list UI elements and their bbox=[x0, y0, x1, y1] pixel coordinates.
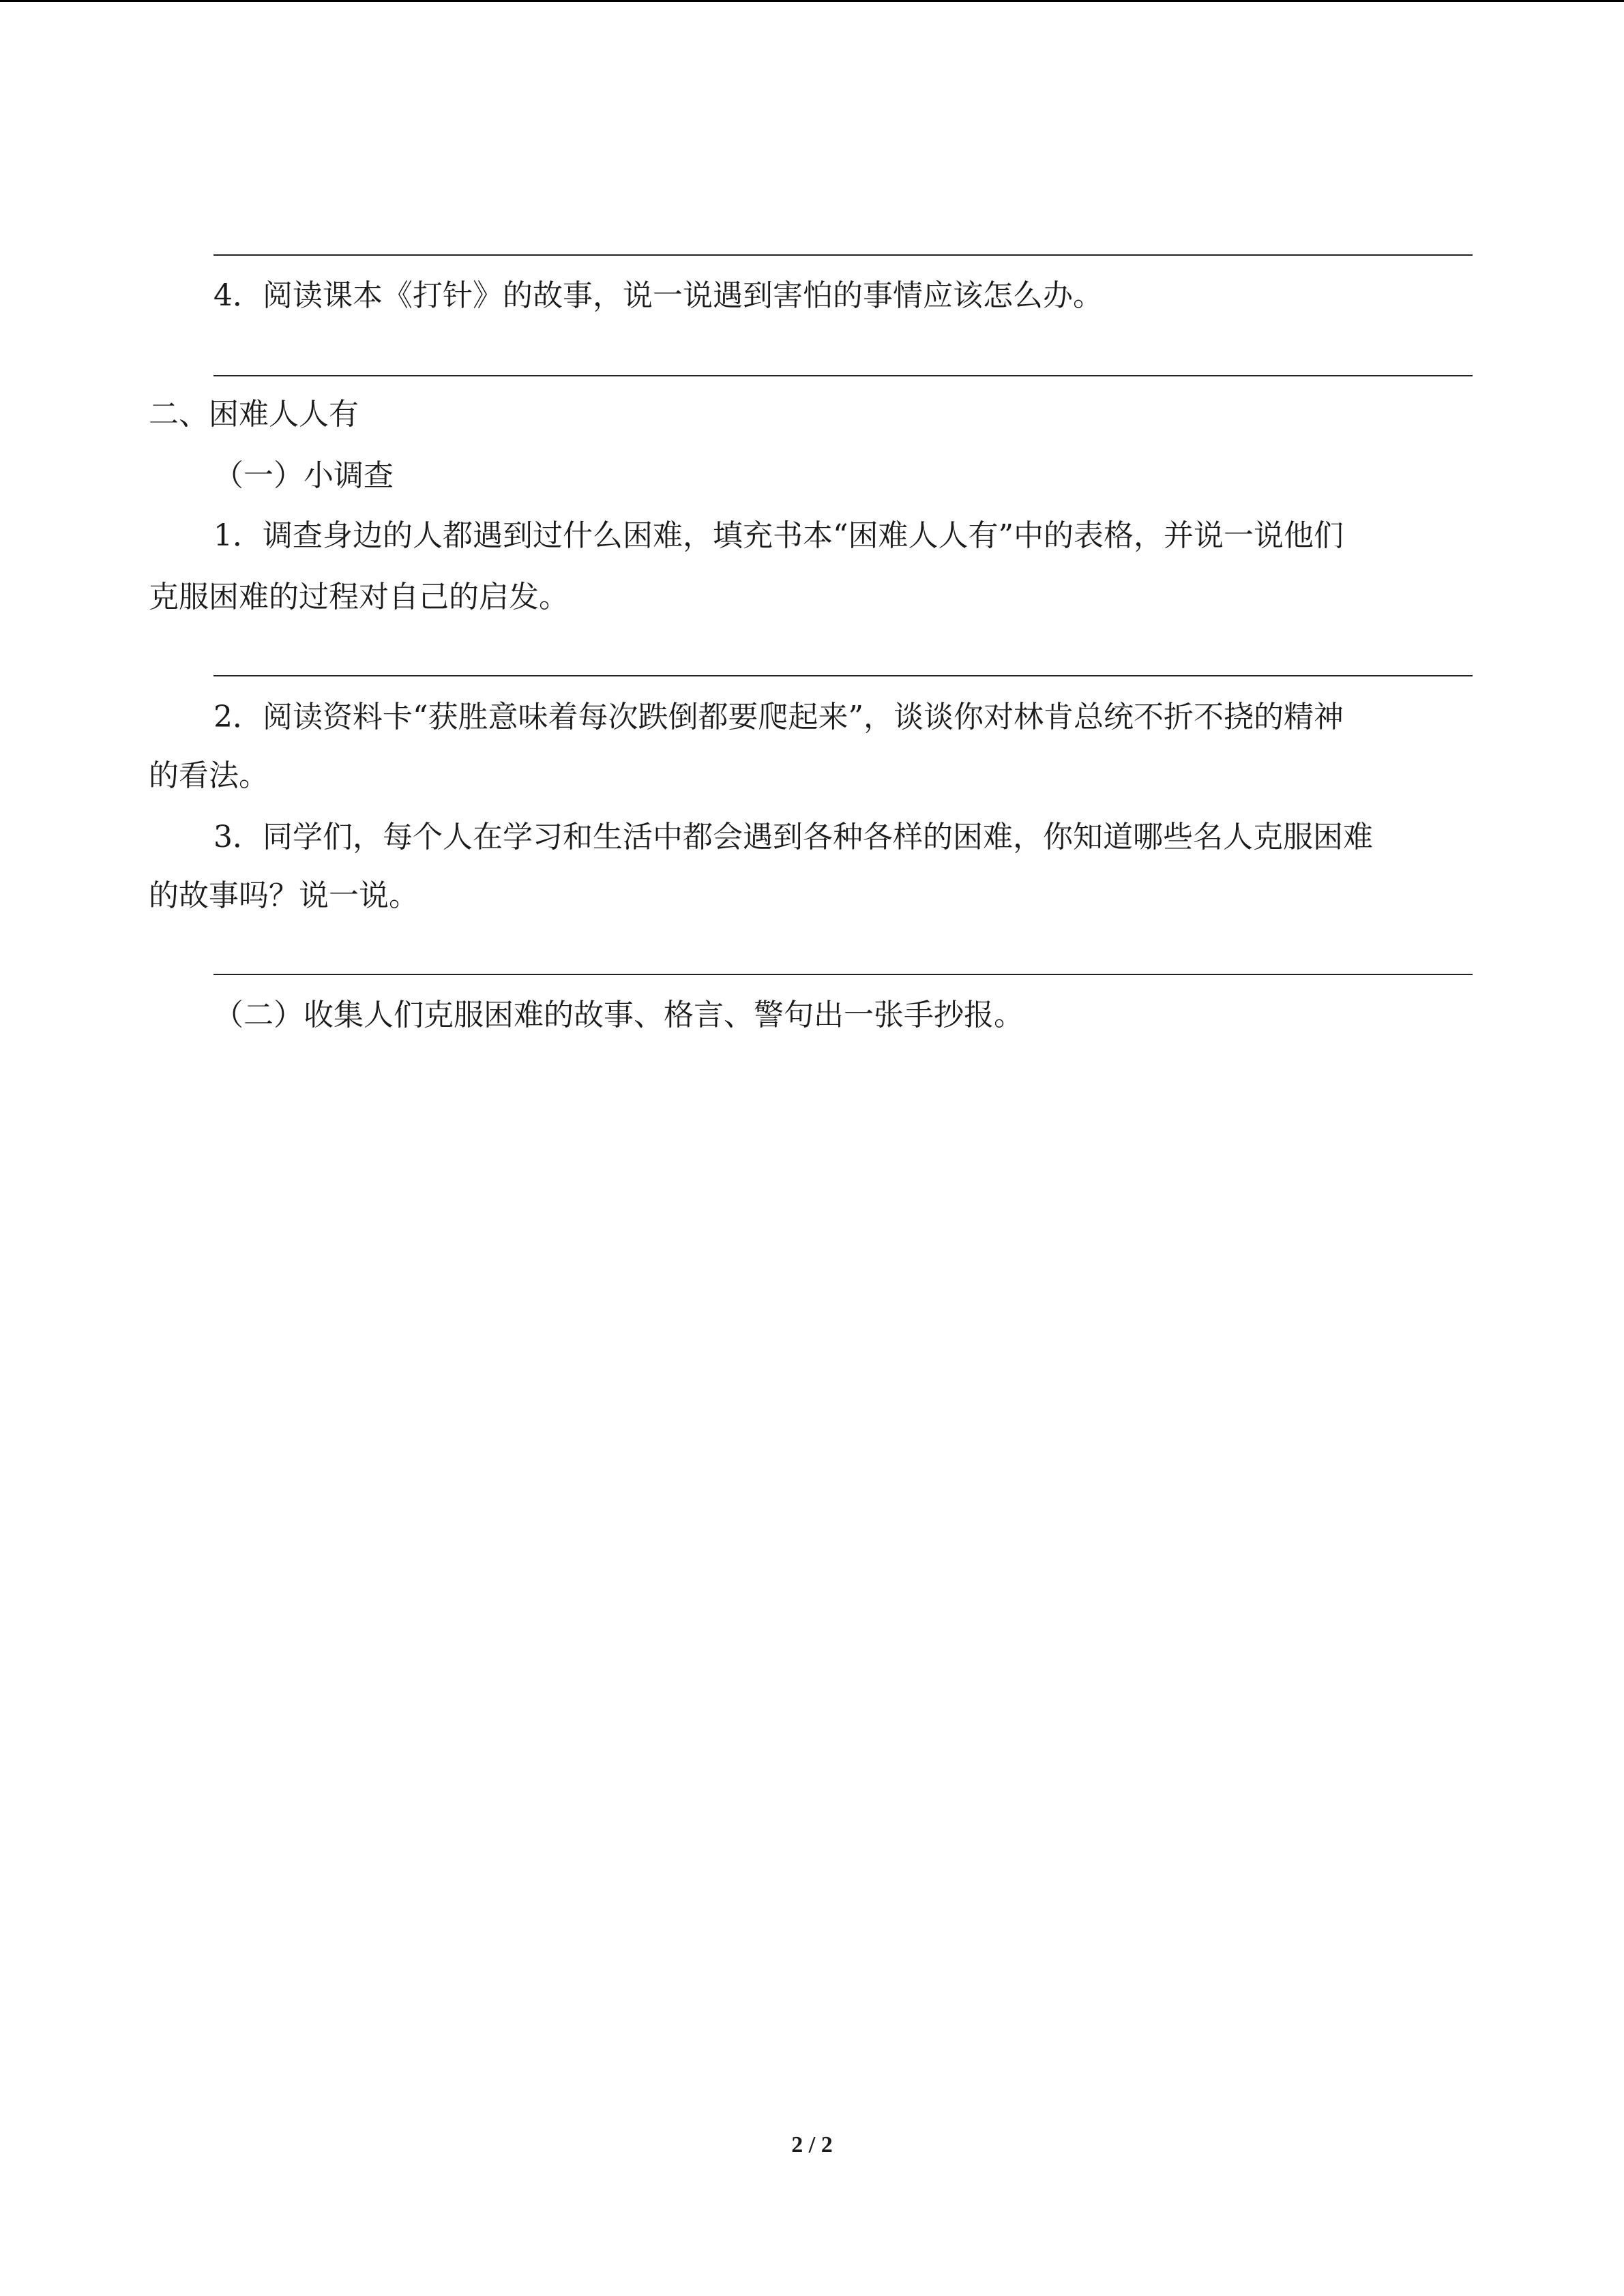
answer-line bbox=[213, 675, 1473, 676]
question-4: 4．阅读课本《打针》的故事，说一说遇到害怕的事情应该怎么办。 bbox=[213, 278, 1103, 313]
answer-line bbox=[213, 375, 1473, 376]
answer-line bbox=[213, 254, 1473, 256]
section-title: 二、困难人人有 bbox=[149, 397, 359, 432]
subsection-title-2: （二）收集人们克服困难的故事、格言、警句出一张手抄报。 bbox=[213, 998, 1024, 1032]
question-2-2-line-2: 的看法。 bbox=[149, 758, 269, 793]
question-2-3-line-1: 3．同学们，每个人在学习和生活中都会遇到各种各样的困难，你知道哪些名人克服困难 bbox=[213, 820, 1373, 854]
question-2-1-line-1: 1．调查身边的人都遇到过什么困难，填充书本“困难人人有”中的表格，并说一说他们 bbox=[213, 518, 1344, 553]
subsection-title: （一）小调查 bbox=[213, 458, 394, 493]
page-top-border bbox=[0, 0, 1624, 2]
answer-line bbox=[213, 974, 1473, 975]
question-2-2-line-1: 2．阅读资料卡“获胜意味着每次跌倒都要爬起来”，谈谈你对林肯总统不折不挠的精神 bbox=[213, 700, 1344, 734]
question-2-1-line-2: 克服困难的过程对自己的启发。 bbox=[149, 580, 569, 614]
question-2-3-line-2: 的故事吗？说一说。 bbox=[149, 878, 419, 913]
page-number: 2 / 2 bbox=[791, 2132, 833, 2158]
